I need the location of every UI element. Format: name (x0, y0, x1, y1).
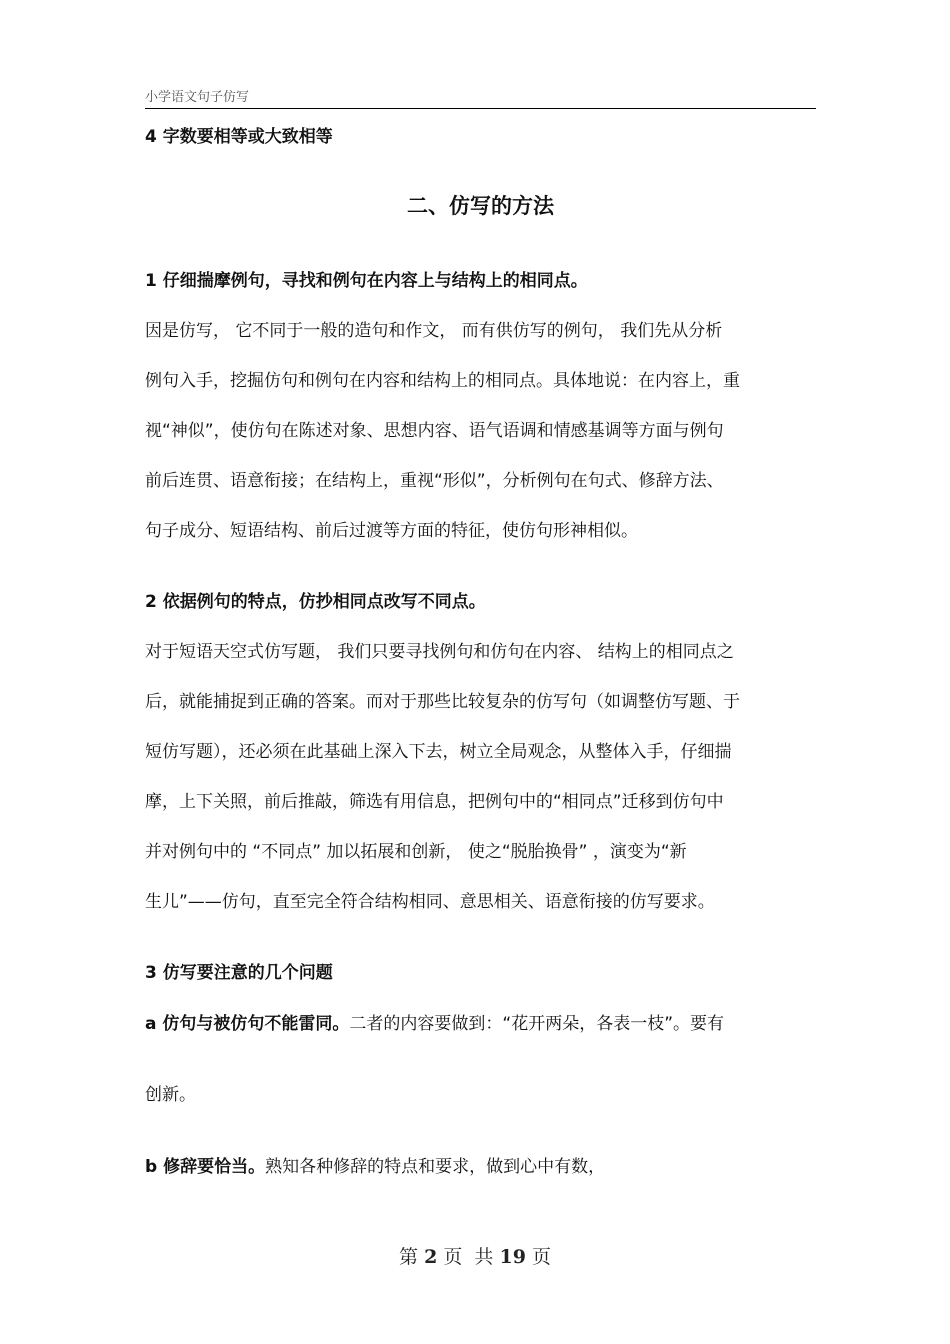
footer-prefix: 第 (399, 1246, 425, 1268)
method2-heading: 2 依据例句的特点，仿抄相同点改写不同点。 (145, 592, 486, 612)
page-footer (0, 1244, 950, 1270)
method1-line: 句子成分、短语结构、前后过渡等方面的特征，使仿句形神相似。 (145, 521, 638, 541)
item-a-text: 二者的内容要做到：“花开两朵，各表一枝”。要有 (349, 1014, 725, 1034)
item-b (145, 1156, 605, 1178)
method2-line: 短仿写题），还必须在此基础上深入下去，树立全局观念，从整体入手，仔细揣 (145, 742, 732, 762)
method2-line: 后，就能捕捉到正确的答案。而对于那些比较复杂的仿写句（如调整仿写题、于 (145, 692, 740, 712)
point4-heading: 4 字数要相等或大致相等 (145, 127, 333, 147)
item-a (145, 1013, 724, 1035)
method3-heading: 3 仿写要注意的几个问题 (145, 963, 333, 983)
item-a-bold: a 仿句与被仿句不能雷同。 (145, 1014, 350, 1034)
method1-heading: 1 仔细揣摩例句，寻找和例句在内容上与结构上的相同点。 (145, 271, 588, 291)
item-b-text: 熟知各种修辞的特点和要求，做到心中有数， (265, 1157, 606, 1177)
method2-line: 对于短语天空式仿写题， 我们只要寻找例句和仿句在内容、 结构上的相同点之 (145, 642, 734, 662)
method1-line: 前后连贯、语意衔接；在结构上，重视“形似”，分析例句在句式、修辞方法、 (145, 471, 724, 491)
current-page-number: 2 (424, 1246, 438, 1268)
total-pages-number: 19 (499, 1246, 526, 1268)
footer-suffix: 页 (525, 1246, 551, 1268)
item-b-bold: b 修辞要恰当。 (145, 1157, 266, 1177)
method2-line: 摩，上下关照，前后推敲，筛选有用信息，把例句中的“相同点”迁移到仿句中 (145, 792, 724, 812)
method2-line: 并对例句中的 “不同点” 加以拓展和创新， 使之“脱胎换骨” ，演变为“新 (145, 842, 687, 862)
method1-line: 视“神似”，使仿句在陈述对象、思想内容、语气语调和情感基调等方面与例句 (145, 421, 724, 441)
item-a-continuation: 创新。 (145, 1085, 196, 1105)
method1-line: 因是仿写， 它不同于一般的造句和作文， 而有供仿写的例句， 我们先从分析 (145, 321, 723, 341)
section-title: 二、仿写的方法 (407, 194, 554, 218)
footer-middle: 页 共 (437, 1246, 500, 1268)
page-header (145, 90, 816, 109)
method1-line: 例句入手，挖掘仿句和例句在内容和结构上的相同点。具体地说：在内容上，重 (145, 371, 740, 391)
header-title: 小学语文句子仿写 (145, 90, 250, 105)
method2-line: 生儿”——仿句，直至完全符合结构相同、意思相关、语意衔接的仿写要求。 (145, 892, 715, 912)
